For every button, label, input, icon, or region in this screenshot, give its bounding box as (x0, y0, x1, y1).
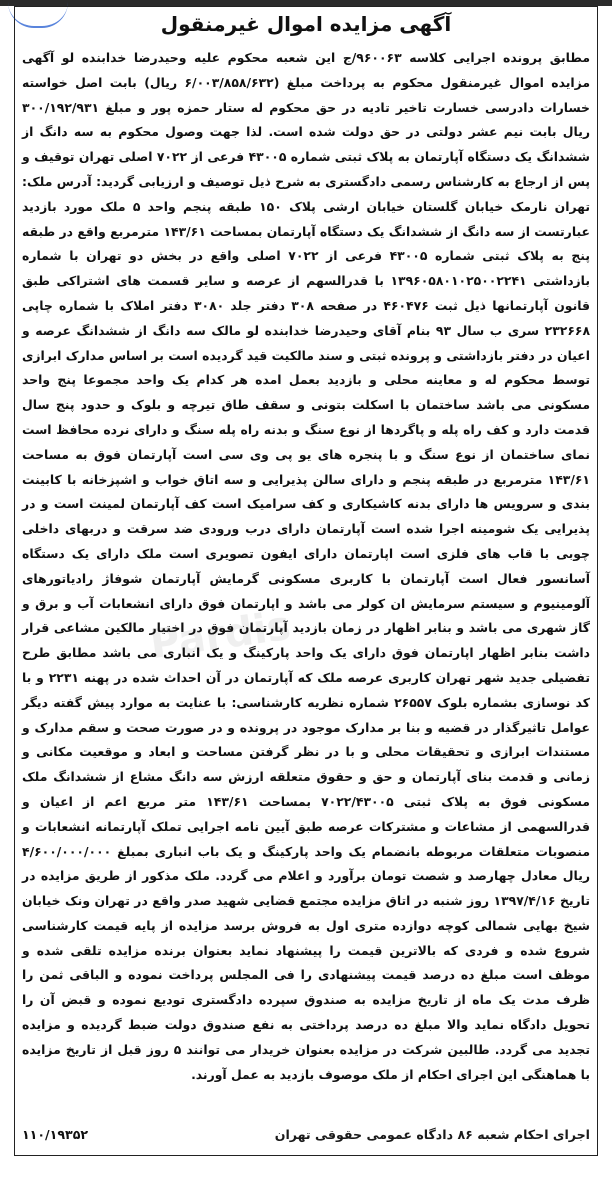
notice-body: مطابق پرونده اجرایی کلاسه ۹۶۰۰۶۳/ج این شعبه محکوم علیه وحیدرضا خدابنده لو آگهی مزایده اموال غیرمنقول محکوم به پرداخت مبلغ (۶/۰۰۳/۸۵۸/۶۳۲ ریال) بابت اصل خواسته خسارات دادرسی خسارت تاخیر تادیه در حق محکوم له ستار حمزه پور و مبلغ ۳۰۰/۱۹۲/۹۳۱ ریال بابت نیم عشر دولتی در حق دولت شده است. لذا جهت وصول محکوم به سه دانگ از ششدانگ یک دستگاه آپارتمان به پلاک ثبتی شماره ۴۳۰۰۵ فرعی از ۷۰۲۲ اصلی تهران توقیف و پس از ارجاع به کارشناس رسمی دادگستری به شرح ذیل توصیف و ارزیابی گردید: آدرس ملک: تهران نارمک خیابان گلستان خیابان ارشی پلاک ۱۵۰ طبقه پنجم واحد ۵ ملک مورد بازدید عبارتست از سه دانگ از ششدانگ یک دستگاه آپارتمان بمساحت ۱۴۳/۶۱ مترمربع واقع در طبقه پنج به پلاک ثبتی شماره ۴۳۰۰۵ فرعی از ۷۰۲۲ اصلی واقع در بخش دو تهران با شماره بازداشتی ۱۳۹۶۰۵۸۰۱۰۲۵۰۰۲۲۴۱ با قدرالسهم از عرصه و سایر قسمت های اشتراکی طبق قانون آپارتمانها ذیل ثبت ۴۶۰۴۷۶ در صفحه ۳۰۸ دفتر جلد ۳۰۸۰ دفتر املاک با شماره چاپی ۲۳۲۶۶۸ سری ب سال ۹۳ بنام آقای وحیدرضا خدابنده لو مالک سه دانگ از ششدانگ عرصه و اعیان در دفتر بازداشتی و پرونده ثبتی و سند مالکیت قید گردیده است بر اساس مدارک ابرازی توسط محکوم له و معاینه محلی و بازدید بعمل امده هر کدام یک واحد مجموعا پنج واحد مسکونی می باشد ساختمان با اسکلت بتونی و سقف طاق تیرچه و بلوک و حدود پنج سال قدمت دارد و کف راه پله و پاگردها از نوع سنگ و بدنه راه پله سنگ و دارای نرده محافظ است نمای ساختمان از نوع سنگ و با پنجره های یو پی وی سی است آپارتمان فوق به مساحت ۱۴۳/۶۱ مترمربع در طبقه پنجم و دارای سالن پذیرایی و سه اتاق خواب و اشپزخانه با کابینت بندی و سرویس ها دارای بدنه کاشیکاری و کف سرامیک است کف آپارتمان لمینت است و در پذیرایی یک شومینه اجرا شده است آپارتمان دارای درب ورودی ضد سرقت و دربهای داخلی چوبی با قاب های فلزی است اپارتمان دارای ایفون تصویری است ملک دارای یک دستگاه آسانسور فعال است آپارتمان با کاربری مسکونی گرمایش آپارتمان شوفاژ رادیاتورهای آلومینیوم و سیستم سرمایش ان کولر می باشد و اپارتمان فوق دارای انشعابات آب و برق و گاز شهری می باشد و بنابر اظهار در زمان بازدید آپارتمان فوق در اختیار مالکین مشاعی قرار داشت بنابر اظهار اپارتمان فوق دارای یک واحد پارکینگ و یک انباری می باشد مطابق طرح تفضیلی جدید شهر تهران کاربری عرصه ملک که آپارتمان در آن احداث شده در پهنه ۲۲۳۱ و با کد نوسازی بشماره بلوک ۲۶۵۵۷ شماره نظریه کارشناسی: با عنایت به موارد پیش گفته دیگر عوامل تاثیرگذار در قضیه و بنا بر مدارک موجود در پرونده و در صورت صحت و سقم مدارک و مستندات ابرازی و تحقیقات محلی و با در نظر گرفتن مساحت و ابعاد و موقعیت مکانی و زمانی و قدمت بنای آپارتمان و حق و حقوق متعلقه ارزش سه دانگ مشاع از ششدانگ ملک مسکونی فوق به پلاک ثبتی ۷۰۲۲/۴۳۰۰۵ بمساحت ۱۴۳/۶۱ متر مربع اعم از اعیان و قدرالسهمی از مشاعات و مشترکات عرصه طبق آیین نامه اجرایی تملک آپارتمانه انشعابات و منصوبات متعلقات مربوطه بانضمام یک واحد پارکینگ و یک باب انباری بمبلغ ۴/۶۰۰/۰۰۰/۰۰۰ ریال معادل چهارصد و شصت تومان برآورد و اعلام می گردد. ملک مذکور از طریق مزایده در تاریخ ۱۳۹۷/۴/۱۶ روز شنبه در اتاق مزایده مجتمع قضایی شهید صدر واقع در تهران ونک خیابان شیخ بهایی شمالی کوچه دوازده متری اول به فروش برسد مزایده از پایه قیمت کارشناسی شروع شده و فردی که بالاترین قیمت را پیشنهاد نماید بعنوان برنده مزایده تلقی شده و موظف است مبلغ ده درصد قیمت پیشنهادی را فی المجلس پرداخت نموده و الباقی ثمن را ظرف مدت یک ماه از تاریخ مزایده به صندوق سپرده دادگستری تودیع نموده و قبض آن را تحویل دادگاه نماید والا مبلغ ده درصد پرداختی به نفع صندوق دولت ضبط گردیده و مزایده تجدید می گردد. طالبین شرکت در مزایده بعنوان خریدار می توانند ۵ روز قبل از تاریخ مزایده با هماهنگی این اجرای احکام از ملک موصوف بازدید به عمل آورند. (22, 50, 591, 1082)
notice-footer (22, 1120, 590, 1148)
reference-number: ۱۱۰/۱۹۳۵۲ (22, 1126, 89, 1142)
watermark: Pardis (147, 602, 294, 669)
issuer-name: اجرای احکام شعبه ۸۶ دادگاه عمومی حقوقی تهران (274, 1126, 590, 1142)
notice-title: آگهی مزایده اموال غیرمنقول (160, 12, 452, 36)
